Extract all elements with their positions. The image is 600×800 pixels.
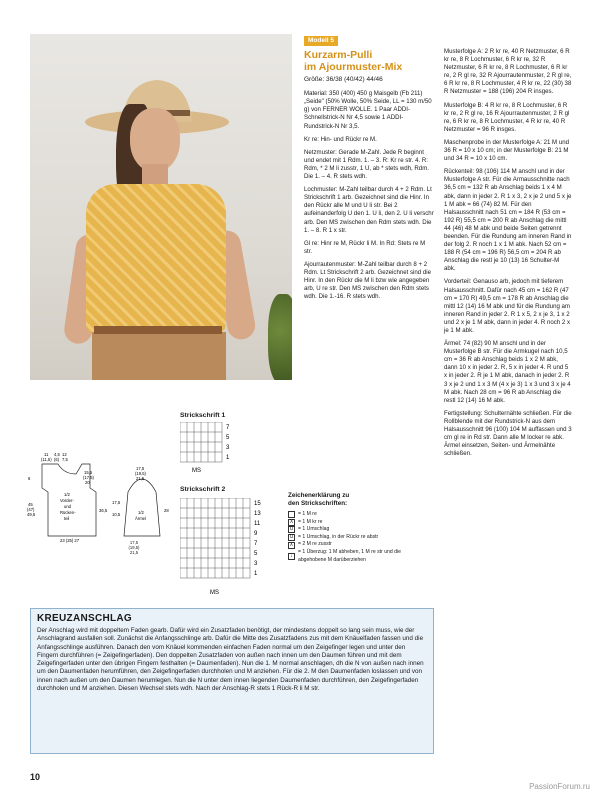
legend-row xyxy=(288,511,420,519)
sweater-shape xyxy=(86,184,226,334)
model-photo xyxy=(30,34,292,380)
legend-symbol: U xyxy=(289,534,294,541)
chart2-row-15: 15 xyxy=(254,501,261,507)
netzmuster-paragraph: Netzmuster: Gerade M-Zahl. Jede R beginnt und endet mit 1 Rdm. 1. – 3. R: Kr re str. 4. R: Rdm, * 2 M li zusstr, 1 U, ab * stets wdh, Rdm. Die 1. – 4. R stets wdh. xyxy=(304,148,429,181)
chart2-row-11: 11 xyxy=(254,521,261,527)
schema-left2: (47) xyxy=(27,507,35,512)
legend-row xyxy=(288,549,420,564)
vorderteil: Vorderteil: Genauso arb, jedoch mit tieferem Halsausschnitt. Dafür nach 45 cm = 162 R (47 cm = 170 R) 49,5 cm = 178 R ab Anschlag die mittl 12 (14) 16 M abk und für die Rundung am inneren Rand in jeder 2. R 1 x 5, 2 x je 3, 1 x 2 und 2 x je 1 M abk, dann in jeder 4. R noch 2 x je 1 M abk. xyxy=(444,278,571,334)
instructions-column xyxy=(444,48,572,463)
schema-arm-label2: Ärmel xyxy=(135,516,146,521)
aermel: Ärmel: 74 (82) 90 M anschl und in der Musterfolge B str. Für die Armkugel nach 10,5 cm = 36 R ab Anschlag beids 1 x 2 M abk, dann 10 x in jeder 2. R, 5 x in jeder 4. R und 5 x in jeder 2. R je 1 M abk, danach in jeder 2. R 3 x je 2 und 1 x 3 M (4 x je 3) 1 x 3 und 3 x je 4 M abk. Nach 28 cm = 96 R ab Anschlag die restl 12 (14) 16 M abk. xyxy=(444,340,571,404)
schema-w-top1: 11 xyxy=(44,452,49,457)
pants-shape xyxy=(92,332,226,380)
schema-arm-bot1: 17,5 xyxy=(129,540,139,545)
watermark: PassionForum.ru xyxy=(529,782,590,791)
schema-h2: (17,5) xyxy=(83,475,94,480)
schema-h3: 20 xyxy=(85,480,90,485)
kreuzanschlag-box xyxy=(30,608,434,754)
musterfolge-a: Musterfolge A: 2 R kr re, 40 R Netzmuster, 6 R kr re, 8 R Lochmuster, 6 R kr re, 32 R Netzmuster, 6 R kr re, 8 R Lochmuster, 6 R kr re, 2 R gl re, 32 R Ajourrautenmuster, 2 R gl re, 6 R kr re, 8 R Lochmuster, 4 R kr re, 22 (30) 38 R Netzmuster = 188 (196) 204 R insges. xyxy=(444,48,572,96)
schema-left1: 45 xyxy=(28,502,33,507)
legend-title-2: den Strickschriften: xyxy=(288,500,348,507)
pattern-column xyxy=(304,36,434,306)
legend-text: = 1 Umschlag xyxy=(298,526,330,533)
schema-w-top5: 12 xyxy=(62,452,67,457)
chart1-row-3: 3 xyxy=(226,445,230,451)
legend-title xyxy=(288,492,420,508)
schema-mid1: 36,5 xyxy=(99,508,108,513)
garment-schema xyxy=(24,452,174,544)
lochmuster-paragraph: Lochmuster: M-Zahl teilbar durch 4 + 2 Rdm. Lt Strickschrift 1 arb. Gezeichnet sind die Hinr. In den Rückr alle M und U li str. Bei 2 aufeinanderfolg U den 1. U li, den 2. U li verschr arb. Den MS zwischen den Rdm stets wdh. Die 1. – 8. R 1 x str. xyxy=(304,186,434,234)
model-tag: Modell 5 xyxy=(304,36,338,46)
legend-title-1: Zeichenerklärung zu xyxy=(288,492,350,499)
legend-row xyxy=(288,541,420,549)
chart2-title: Strickschrift 2 xyxy=(180,486,226,493)
face-shape xyxy=(130,108,180,172)
legend-symbol: ∧ xyxy=(289,541,294,548)
musterfolge-b: Musterfolge B: 4 R kr re, 8 R Lochmuster, 6 R kr re, 2 R gl re, 16 R Ajourrautenmuster, 2 R gl re, 6 R kr re, 8 R Lochmuster, 4 R kr re, 40 R Netzmuster = 96 R insges. xyxy=(444,101,570,133)
schema-arm-label1: 1/2 xyxy=(138,510,144,515)
chart2-ms: MS xyxy=(210,590,219,596)
schema-side6: 6 xyxy=(28,476,31,481)
kreuzanschlag-title: KREUZANSCHLAG xyxy=(37,613,133,624)
chart2-row-3: 3 xyxy=(254,561,258,567)
schema-w-top2: 4,5 xyxy=(54,452,60,457)
chart2-row-7: 7 xyxy=(254,541,258,547)
chart1-row-5: 5 xyxy=(226,435,230,441)
schema-arm-bot2: (19,5) xyxy=(128,545,140,550)
schema-body-label2: Vorder- xyxy=(60,498,74,503)
chart-legend xyxy=(288,492,420,564)
legend-symbol xyxy=(288,511,295,518)
schema-left3: 49,5 xyxy=(27,512,36,517)
legend-text: = 1 Umschlag, in der Rückr re abstr xyxy=(298,533,379,540)
title-line-1: Kurzarm-Pulli xyxy=(304,49,373,62)
chart1-row-7: 7 xyxy=(226,425,230,431)
page-number: 10 xyxy=(30,772,41,782)
maschenprobe: Maschenprobe in der Musterfolge A: 21 M und 36 R = 10 x 10 cm; in der Musterfolge B: 21 M und 34 R = 10 x 10 cm. xyxy=(444,138,569,163)
kr-re-paragraph: Kr re: Hin- und Rückr re M. xyxy=(304,135,377,143)
schema-body-label5: teil xyxy=(64,516,70,521)
legend-row xyxy=(288,519,420,527)
schema-bottom: 23 (25) 27 xyxy=(60,538,80,543)
schema-h1: 15,5 xyxy=(84,470,93,475)
belt-shape xyxy=(94,326,222,334)
sizes: Größe: 36/38 (40/42) 44/46 xyxy=(304,76,383,84)
schema-arm-top1: 17,5 xyxy=(136,466,145,471)
legend-text: = 1 M kr re xyxy=(298,518,323,525)
kreuzanschlag-text: Der Anschlag wird mit doppeltem Faden gearb. Dafür wird ein Zusatzfaden benötigt, der mindestens doppelt so lang sein muss, wie der Anschlagrand ausfallen soll. Zunächst die Anfangsschlinge arb. Dafür die Mitte des Zusatzfadens zus mit dem Knäuelfaden fassen und die Anfangsschlinge ausführen. Danach den vom Knäuel kommenden einfachen Faden normal um den Zeigefinger legen und unter den Fingern durchführen (= Zeigefingerfaden). Den doppelten Zusatzfaden von außen nach innen um den Daumen führen und mit dem Zeigefingerfaden unter den übrigen Fingern festhalten (= Daumenfaden). Nun die 1. M normal anschlagen, dh die N von außen nach innen um den Daumenfaden herumführen, den Zeigefingerfaden durchholen und M anziehen. Für die 2. M den Daumenfaden loslassen und von innen nach außen um den Daumen herumlegen. Nun die N unter dem innen liegenden Daumenfaden durchführen, den Zeigefingerfaden durchholen und M anziehen. Diesen Wechsel stets wdh. Nach der Anschlag-R stets 1 Rück-R li M str. xyxy=(37,627,424,693)
schema-arm-top3: 21,5 xyxy=(136,476,145,481)
schema-arm-h: 28 xyxy=(164,508,169,513)
legend-symbol: ↓ xyxy=(288,553,295,560)
legend-symbol: X xyxy=(289,518,294,525)
chart2-row-13: 13 xyxy=(254,511,261,517)
pattern-title xyxy=(304,49,434,73)
rueckenteil: Rückenteil: 98 (106) 114 M anschl und in der Musterfolge A str. Für die Armausschnitte nach 36,5 cm = 132 R ab Anschlag beids 1 x 4 M abk, dann in jeder 2. R 1 x 3, 2 x je 2 und 5 x je 1 M abk = 66 (74) 82 M. Für den Halsausschnitt nach 51 cm = 184 R (53 cm = 192 R) 55,5 cm = 200 R ab Anschlag die mittl 44 (46) 48 M abk und beide Seiten getrennt beenden. Für die Rundung am inneren Rand in der folg 2. R noch 1 x 1 M abk. Nach 52 cm = 188 R (54 cm = 196 R) 56,5 cm = 204 R ab Anschlag die restl je 10 (13) 16 Schulter-M abk. xyxy=(444,168,572,273)
schema-w-top3: (11,5) xyxy=(41,457,52,462)
legend-row xyxy=(288,526,420,534)
schema-w-top6: 7,5 xyxy=(62,457,68,462)
gl-re-paragraph: Gl re: Hinr re M, Rückr li M. In Rd: Stets re M str. xyxy=(304,239,426,255)
legend-text: = 1 M re xyxy=(298,511,317,517)
schema-body-label4: Rücken- xyxy=(60,510,76,515)
chart1-row-1: 1 xyxy=(226,455,230,461)
schema-arm-top2: (19,5) xyxy=(135,471,146,476)
legend-text: = 1 Überzug: 1 M abheben, 1 M re str und die abgehobene M darüberziehen xyxy=(298,548,401,563)
chart2-row-5: 5 xyxy=(254,551,258,557)
schema-body-label1: 1/2 xyxy=(64,492,70,497)
plant-shape xyxy=(268,294,292,380)
material-paragraph: Material: 350 (400) 450 g Maisgelb (Fb 211) „Seide" (50% Wolle, 50% Seide, LL = 130 m/50 g) von FERNER WOLLE. 1 Paar ADDI-Schnellstrick-N Nr 4,5 sowie 1 ADDI-Rundstrick-N Nr 3,5. xyxy=(304,90,432,130)
chart2-grid xyxy=(180,498,272,606)
legend-row xyxy=(288,534,420,542)
fertigstellung: Fertigstellung: Schulternähte schließen. Für die Rollblende mit der Rundstrick-N aus dem Halsausschnitt 96 (100) 104 M auffassen und 3 cm gl re in Rd str. Dann alle M locker re abk. Ärmel einsetzen, Seiten- und Ärmelnähte schließen. xyxy=(444,409,572,458)
chart1-title: Strickschrift 1 xyxy=(180,412,226,419)
chart1-grid xyxy=(180,422,240,474)
ajour-paragraph: Ajourrautenmuster: M-Zahl teilbar durch 8 + 2 Rdm. Lt Strickschrift 2 arb. Gezeichnet sind die Hinr. In den Rückr die M li bzw wie angegeben arb, U re str. Den MS zwischen den Rdm stets wdh. Die 1.-16. R stets wdh. xyxy=(304,260,432,301)
chart1-ms: MS xyxy=(192,468,201,474)
schema-arm-bot3: 21,5 xyxy=(129,550,139,555)
schema-arm-l1: 10,5 xyxy=(112,512,121,517)
schema-w-top4: (6) xyxy=(54,457,60,462)
legend-text: = 2 M re zusstr xyxy=(298,541,332,548)
legend-symbol: U xyxy=(289,526,294,533)
title-line-2: im Ajourmuster-Mix xyxy=(304,61,403,74)
chart2-row-1: 1 xyxy=(254,571,258,577)
schema-body-label3: und xyxy=(64,504,71,509)
chart2-row-9: 9 xyxy=(254,531,258,537)
schema-arm-l2: 17,5 xyxy=(112,500,121,505)
schema-arm-bottom xyxy=(119,540,149,555)
